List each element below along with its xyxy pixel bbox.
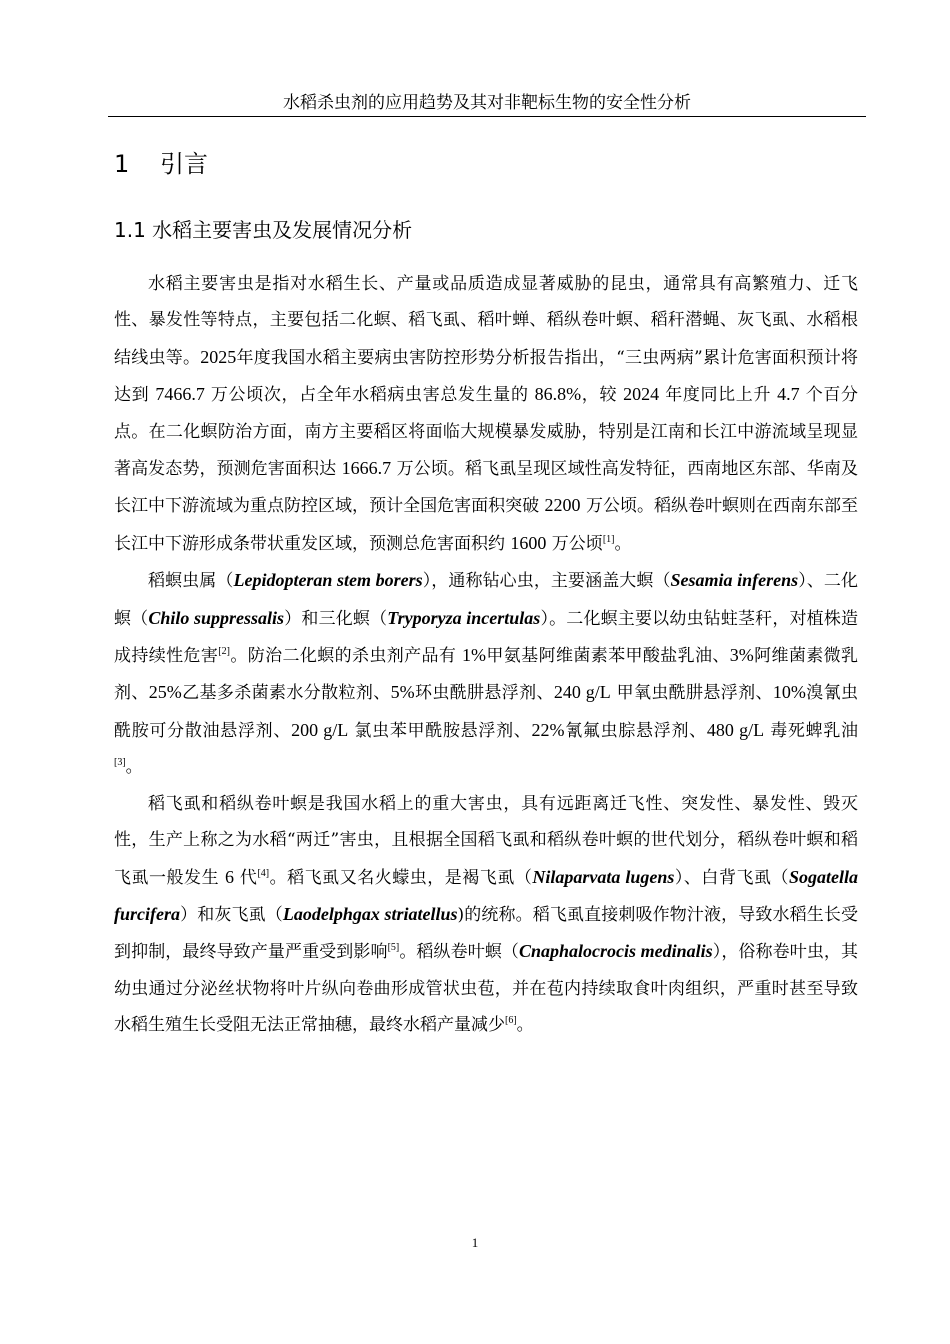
number: 1% bbox=[462, 645, 487, 666]
scientific-name: Cnaphalocrocis medinalis bbox=[519, 941, 713, 962]
scientific-name: Tryporyza incertulas bbox=[387, 607, 541, 628]
text-run: 万公顷。稻纵卷叶螟则在西南东部至长江中下游形成条带状重发区域，预测总危害面积约 bbox=[114, 496, 859, 554]
text-run: 环虫酰肼悬浮剂、 bbox=[414, 683, 554, 704]
scientific-name: Chilo suppressalis bbox=[148, 607, 285, 628]
number: 3% bbox=[729, 645, 754, 666]
text-run: ），俗称卷叶虫，其幼虫通过分泌丝状物将叶片纵向卷曲形成管状虫苞，并在苞内持续取食叶肉组织，严重时甚至导致水稻生殖生长受阻无法正常抽穗，最终水稻产量减少 bbox=[114, 942, 859, 1036]
number: 86.8% bbox=[534, 384, 582, 405]
text-run: 稻飞虱和稻纵卷叶螟是我国水稻上的重大害虫，具有远距离迁飞性、突发性、暴发性、毁灭性，生产上称之为水稻“两迁”害虫，且根据全国稻飞虱和稻纵卷叶螟的世代划分，稻纵卷叶螟和稻飞虱一般发生 bbox=[114, 793, 858, 888]
header-rule bbox=[108, 116, 866, 117]
body-text bbox=[114, 266, 858, 1044]
text-run: 。稻飞虱又名火蠓虫，是褐飞虱（ bbox=[269, 867, 533, 888]
number: 2025 bbox=[200, 346, 237, 367]
paragraph-3 bbox=[114, 786, 858, 1044]
text-run: 溴氰虫酰胺可分散油悬浮剂、 bbox=[114, 683, 859, 741]
citation-ref: [6] bbox=[505, 1015, 517, 1027]
text-run: 。 bbox=[125, 757, 143, 778]
text-run: ）和灰飞虱（ bbox=[180, 904, 283, 925]
number: 1600 bbox=[510, 532, 547, 553]
text-run: ）、白背飞虱（ bbox=[674, 867, 790, 888]
scientific-name: Sesamia inferens bbox=[670, 570, 799, 591]
paragraph-2 bbox=[114, 562, 858, 785]
text-run: ），通称钻心虫，主要涵盖大螟（ bbox=[422, 571, 671, 592]
text-run: ，较 bbox=[581, 385, 624, 406]
text-run: )的统称。稻飞虱直接刺吸作物汁液，导致水稻生长受到抑制，最终导致产量严重受到影响 bbox=[114, 904, 858, 963]
number: 480 g/L bbox=[706, 719, 765, 740]
number: 22% bbox=[531, 719, 565, 740]
number: 200 g/L bbox=[291, 719, 349, 740]
text-run: 年度同比上升 bbox=[659, 385, 778, 406]
scientific-name: Nilaparvata lugens bbox=[532, 866, 675, 887]
text-run: 万公顷。稻飞虱呈现区域性高发特征，西南地区东部、华南及长江中下游流域为重点防控区域，预计全国危害面积突破 bbox=[114, 459, 859, 517]
section-number: 1 bbox=[114, 150, 130, 178]
running-header: 水稻杀虫剂的应用趋势及其对非靶标生物的安全性分析 bbox=[283, 93, 691, 113]
citation-ref: [4] bbox=[257, 867, 270, 879]
number: 4.7 bbox=[777, 384, 800, 405]
text-run: 万公顷次，占全年水稻病虫害总发生量的 bbox=[204, 385, 535, 406]
scientific-name: Sogatella furcifera bbox=[114, 866, 859, 924]
text-run: ）、二化螟（ bbox=[114, 571, 859, 629]
section-heading bbox=[114, 148, 208, 180]
text-run: 毒死蜱乳油 bbox=[764, 720, 859, 741]
text-run: 万公顷 bbox=[546, 533, 603, 554]
citation-ref: [2] bbox=[218, 646, 230, 658]
number: 10% bbox=[772, 682, 806, 703]
number: 7466.7 bbox=[155, 384, 205, 405]
scientific-name: Laodelphgax striatellus bbox=[282, 903, 458, 924]
subsection-heading: 1.1 水稻主要害虫及发展情况分析 bbox=[114, 218, 413, 242]
paragraph-1 bbox=[114, 266, 858, 562]
text-run: ）和三化螟（ bbox=[284, 608, 388, 629]
number: 25% bbox=[148, 682, 182, 703]
text-run: 。稻纵卷叶螟（ bbox=[399, 942, 520, 963]
text-run: 氰氟虫腙悬浮剂、 bbox=[564, 720, 707, 741]
text-run: 。防治二化螟的杀虫剂产品有 bbox=[229, 646, 463, 667]
text-run: 稻螟虫属（ bbox=[148, 571, 234, 592]
text-run: 甲氨基阿维菌素苯甲酸盐乳油、 bbox=[486, 646, 730, 667]
number: 5% bbox=[390, 682, 415, 703]
page-number: 1 bbox=[471, 1235, 479, 1250]
text-run: 阿维菌素微乳剂、 bbox=[114, 646, 859, 704]
number: 2024 bbox=[623, 384, 660, 405]
text-run: 代 bbox=[234, 867, 258, 888]
text-run: 个百分点。在二化螟防治方面，南方主要稻区将面临大规模暴发威胁，特别是江南和长江中游流域呈现显著高发态势，预测危害面积达 bbox=[114, 385, 859, 480]
number: 240 g/L bbox=[553, 682, 611, 703]
text-run: 水稻主要害虫是指对水稻生长、产量或品质造成显著威胁的昆虫，通常具有高繁殖力、迁飞性、暴发性等特点，主要包括二化螟、稻飞虱、稻叶蝉、稻纵卷叶螟、稻秆潜蝇、灰飞虱、水稻根结线虫等。 bbox=[114, 274, 858, 368]
text-run: 甲氧虫酰肼悬浮剂、 bbox=[610, 683, 773, 704]
text-run: 年度我国水稻主要病虫害防控形势分析报告指出，“三虫两病”累计危害面积预计将达到 bbox=[114, 347, 858, 406]
section-title: 引言 bbox=[160, 150, 208, 178]
citation-ref: [3] bbox=[114, 757, 126, 769]
text-run: 。 bbox=[516, 1015, 534, 1036]
number: 6 bbox=[225, 866, 235, 887]
citation-ref: [5] bbox=[387, 942, 400, 954]
text-run: ）。二化螟主要以幼虫钻蛀茎秆，对植株造成持续性危害 bbox=[114, 608, 859, 667]
text-run: 。 bbox=[614, 533, 632, 554]
text-run: 乙基多杀菌素水分散粒剂、 bbox=[181, 683, 391, 704]
scientific-name: Lepidopteran stem borers bbox=[233, 570, 423, 591]
citation-ref: [1] bbox=[602, 533, 615, 545]
number: 2200 bbox=[544, 495, 581, 516]
number: 1666.7 bbox=[341, 458, 392, 479]
text-run: 氯虫苯甲酰胺悬浮剂、 bbox=[348, 720, 532, 741]
